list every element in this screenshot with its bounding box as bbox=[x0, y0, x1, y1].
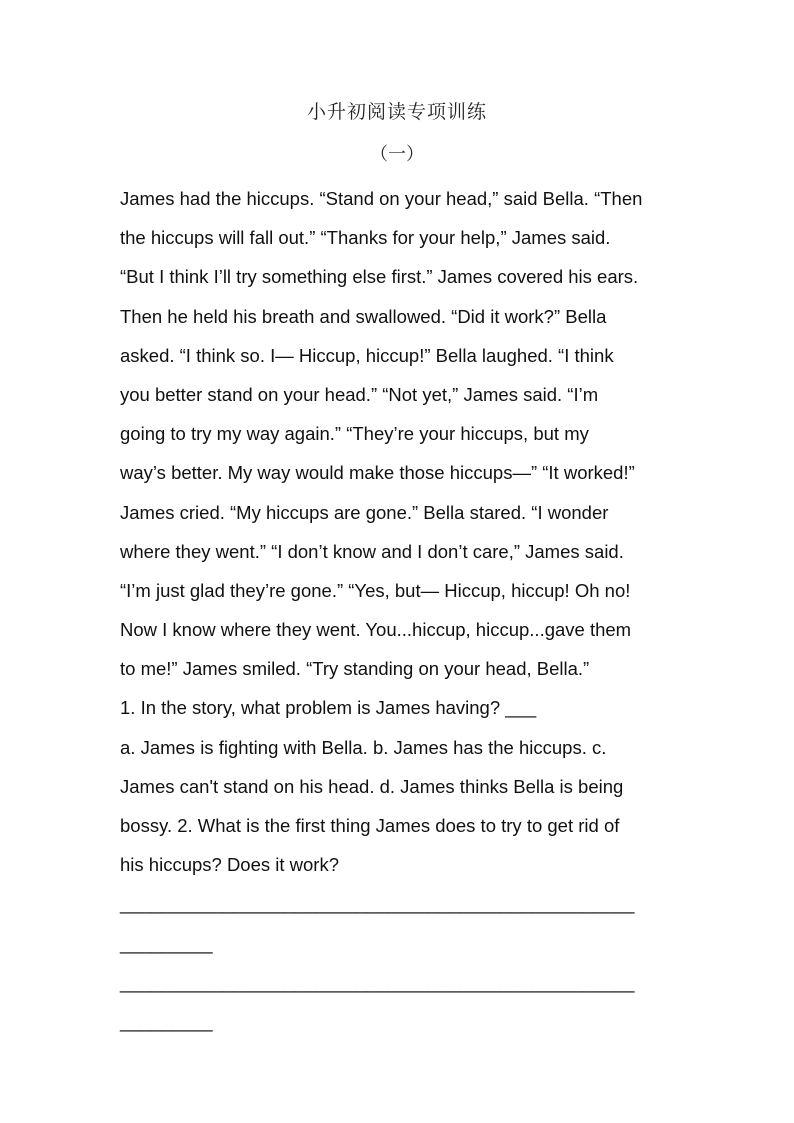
text-line: “I’m just glad they’re gone.” “Yes, but— Hiccup, hiccup! Oh no! bbox=[120, 579, 631, 601]
text-line: to me!” James smiled. “Try standing on your head, Bella.” bbox=[120, 658, 590, 680]
text-line: asked. “I think so. I— Hiccup, hiccup!” Bella laughed. “I think bbox=[120, 344, 614, 366]
page-title: 小升初阅读专项训练 bbox=[306, 101, 487, 123]
question-line: a. James is fighting with Bella. b. James has the hiccups. c. bbox=[120, 736, 607, 758]
answer-blank-line: __________________________________________________ bbox=[120, 971, 635, 993]
question-line: 1. In the story, what problem is James having? ___ bbox=[120, 697, 537, 719]
text-line: where they went.” “I don’t know and I don’t care,” James said. bbox=[120, 540, 624, 562]
question-line: bossy. 2. What is the first thing James does to try to get rid of bbox=[120, 815, 620, 836]
answer-blank-line: _________ bbox=[120, 932, 213, 954]
question-line: James can't stand on his head. d. James thinks Bella is being bbox=[120, 775, 624, 797]
text-line: going to try my way again.” “They’re your hiccups, but my bbox=[120, 423, 589, 445]
question-line: his hiccups? Does it work? bbox=[120, 854, 340, 876]
reading-passage bbox=[120, 179, 690, 1041]
text-line: James had the hiccups. “Stand on your head,” said Bella. “Then bbox=[120, 188, 643, 209]
text-line: the hiccups will fall out.” “Thanks for your help,” James said. bbox=[120, 227, 611, 249]
text-line: Then he held his breath and swallowed. “Did it work?” Bella bbox=[120, 305, 607, 327]
page-subtitle: （一） bbox=[370, 144, 424, 165]
answer-blank-line: __________________________________________________ bbox=[120, 893, 635, 915]
text-line: you better stand on your head.” “Not yet,” James said. “I’m bbox=[120, 383, 599, 405]
text-line: way’s better. My way would make those hiccups—” “It worked!” bbox=[120, 462, 635, 484]
text-line: James cried. “My hiccups are gone.” Bella stared. “I wonder bbox=[120, 501, 609, 523]
text-line: Now I know where they went. You...hiccup, hiccup...gave them bbox=[120, 619, 632, 641]
answer-blank-line: _________ bbox=[120, 1010, 213, 1032]
text-line: “But I think I’ll try something else first.” James covered his ears. bbox=[120, 266, 639, 288]
